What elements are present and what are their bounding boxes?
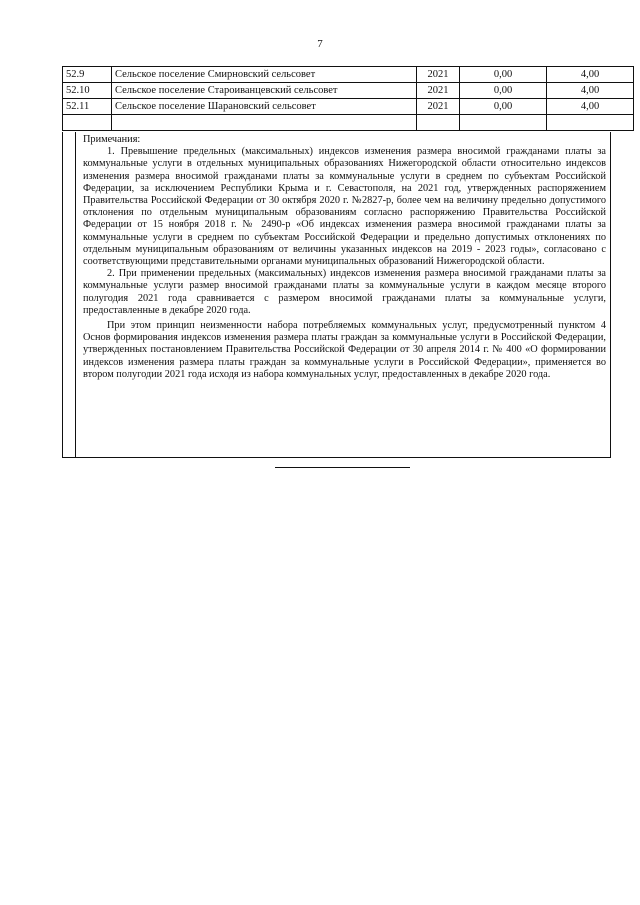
row-number: 52.11 xyxy=(63,99,112,115)
year-cell: 2021 xyxy=(417,83,460,99)
value-cell-1: 0,00 xyxy=(460,67,547,83)
value-cell-2: 4,00 xyxy=(547,83,634,99)
settlements-table xyxy=(62,66,634,131)
year-cell xyxy=(417,115,460,131)
value-cell-1 xyxy=(460,115,547,131)
value-cell-2: 4,00 xyxy=(547,67,634,83)
note-paragraph-1: 1. Превышение предельных (максимальных) индексов изменения размера вносимой гражданами платы за коммунальные услуги в отдельных муниципальных образованиях Нижегородской области относительно индексов изменения размера вносимой гражданами платы за коммунальные услуги в среднем по субъектам Российской Федерации, за исключением Республики Крыма и г. Севастополя, на 2021 год, утвержденных распоряжением Правительства Российской Федерации от 30 октября 2020 г. №2827-р, более чем на величину предельно допустимого отклонения по отдельным муниципальным образованиям согласно распоряжению Правительства Российской Федерации от 15 ноября 2018 г. № 2490-р «Об индексах изменения размера вносимой гражданами платы за коммунальные услуги в среднем по субъектам Российской Федерации и предельно допустимых отклонениях по отдельным муниципальным образованиям от величины указанных индексов на 2019 - 2023 годы», согласовано с соответствующими представительными органами муниципальных образований Нижегородской области. xyxy=(83,146,606,268)
notes-section xyxy=(62,132,611,458)
value-cell-1: 0,00 xyxy=(460,99,547,115)
note-paragraph-2: 2. При применении предельных (максимальных) индексов изменения размера вносимой гражданами платы за коммунальные услуги размер вносимой гражданами платы за коммунальные услуги в каждом месяце второго полугодия 2021 года сравнивается с размером вносимой гражданами платы за коммунальные услуги, предоставленные в декабре 2020 года. xyxy=(83,268,606,316)
row-number: 52.10 xyxy=(63,83,112,99)
page-number: 7 xyxy=(317,38,323,50)
row-number xyxy=(63,115,112,131)
end-rule-divider xyxy=(275,467,410,468)
settlement-name: Сельское поселение Шарановский сельсовет xyxy=(112,99,417,115)
settlement-name: Сельское поселение Смирновский сельсовет xyxy=(112,67,417,83)
year-cell: 2021 xyxy=(417,99,460,115)
settlement-name xyxy=(112,115,417,131)
table-row xyxy=(63,115,634,131)
notes-gutter-divider xyxy=(75,132,76,457)
table-row xyxy=(63,99,634,115)
value-cell-2 xyxy=(547,115,634,131)
table-row xyxy=(63,67,634,83)
value-cell-1: 0,00 xyxy=(460,83,547,99)
notes-text xyxy=(83,134,606,381)
row-number: 52.9 xyxy=(63,67,112,83)
year-cell: 2021 xyxy=(417,67,460,83)
notes-label: Примечания: xyxy=(83,134,141,145)
settlement-name: Сельское поселение Староиванцевский сельсовет xyxy=(112,83,417,99)
table-row xyxy=(63,83,634,99)
value-cell-2: 4,00 xyxy=(547,99,634,115)
note-paragraph-3: При этом принцип неизменности набора потребляемых коммунальных услуг, предусмотренный пунктом 4 Основ формирования индексов изменения размера платы граждан за коммунальные услуги в Российской Федерации, утвержденных постановлением Правительства Российской Федерации от 30 апреля 2014 г. № 400 «О формировании индексов изменения размера платы граждан за коммунальные услуги в Российской Федерации», применяется во втором полугодии 2021 года исходя из набора коммунальных услуг, предоставленных в декабре 2020 года. xyxy=(83,320,606,380)
